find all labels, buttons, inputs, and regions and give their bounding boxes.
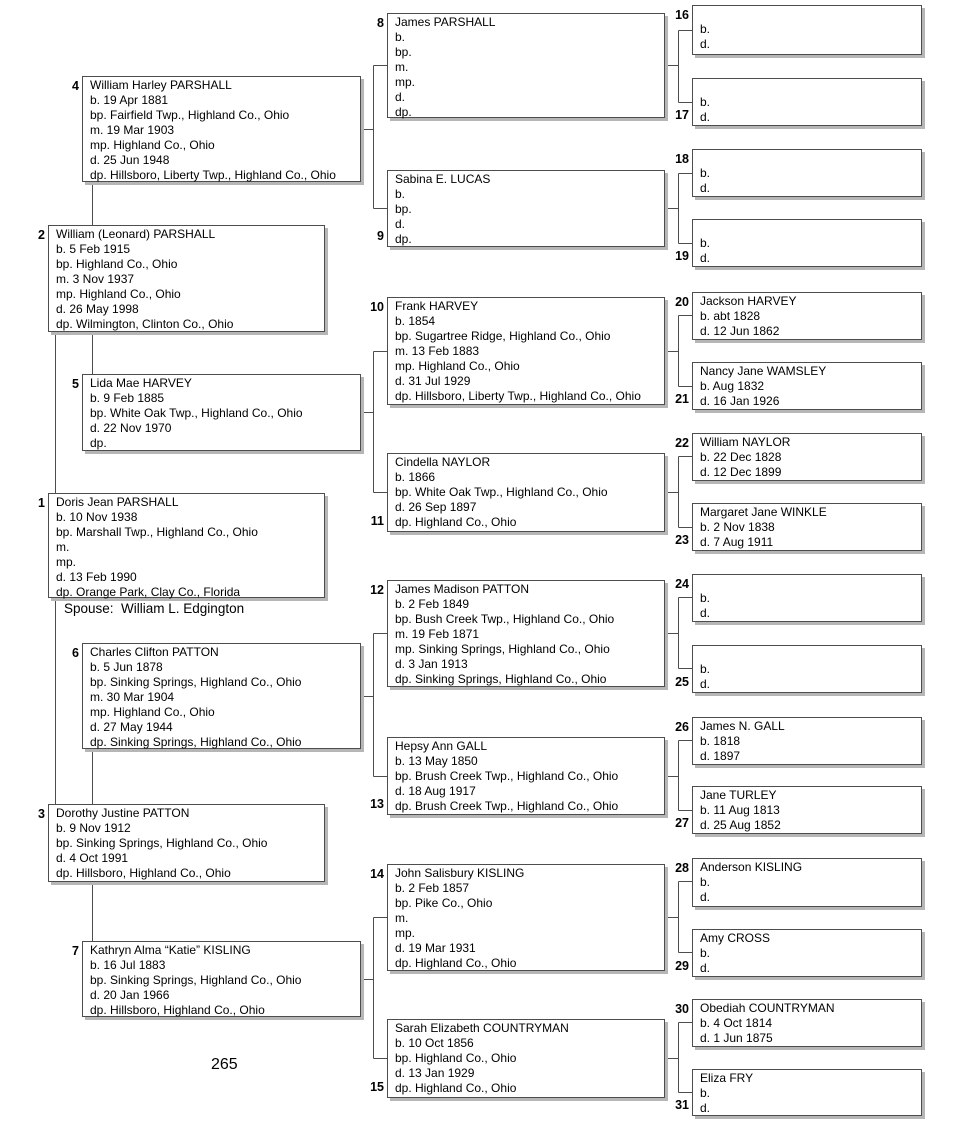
person-box-8: [377, 13, 665, 119]
person-detail-line: m.: [395, 911, 409, 925]
person-detail-line: [700, 80, 919, 95]
person-detail-line: m.: [395, 60, 409, 74]
person-detail-line: b. 10 Oct 1856: [395, 1036, 474, 1050]
person-29-number: 29: [675, 959, 689, 973]
person-detail-line: d.: [700, 110, 711, 124]
person-19-number: 19: [675, 249, 689, 263]
person-24-number: 24: [675, 577, 689, 591]
person-detail-line: dp. Sinking Springs, Highland Co., Ohio: [395, 672, 607, 686]
person-detail-line: Cindella NAYLOR: [395, 455, 491, 469]
person-26-number: 26: [675, 720, 689, 734]
person-21-details: [700, 364, 919, 409]
person-detail-line: d.: [395, 217, 406, 231]
person-detail-line: Lida Mae HARVEY: [90, 376, 192, 390]
person-detail-line: bp. Sinking Springs, Highland Co., Ohio: [56, 836, 268, 850]
person-detail-line: dp. Hillsboro, Highland Co., Ohio: [90, 1003, 265, 1017]
person-box-11: [370, 453, 665, 532]
person-detail-line: bp. Highland Co., Ohio: [56, 257, 178, 271]
person-detail-line: b.: [700, 236, 711, 250]
person-detail-line: Obediah COUNTRYMAN: [700, 1001, 835, 1015]
person-16-details: [700, 7, 919, 52]
person-box-27: [675, 786, 922, 834]
person-detail-line: b. Aug 1832: [700, 379, 765, 393]
person-22-number: 22: [675, 436, 689, 450]
person-box-28: [675, 858, 922, 907]
person-25-number: 25: [675, 675, 689, 689]
person-detail-line: bp. White Oak Twp., Highland Co., Ohio: [395, 485, 608, 499]
person-detail-line: William (Leonard) PARSHALL: [56, 227, 216, 241]
person-detail-line: dp. Hillsboro, Liberty Twp., Highland Co., Ohio: [395, 389, 641, 403]
person-14-number: 14: [370, 867, 384, 881]
person-14-details: [395, 866, 662, 971]
person-box-2: [38, 225, 325, 332]
person-detail-line: d. 19 Mar 1931: [395, 941, 476, 955]
person-detail-line: m.: [56, 540, 70, 554]
person-30-details: [700, 1001, 919, 1046]
person-detail-line: m. 19 Feb 1871: [395, 627, 480, 641]
person-detail-line: dp.: [90, 436, 107, 450]
person-box-10: [370, 297, 665, 405]
person-8-details: [395, 15, 662, 120]
person-detail-line: mp. Highland Co., Ohio: [395, 359, 520, 373]
person-detail-line: m. 13 Feb 1883: [395, 344, 480, 358]
person-1-details: [56, 495, 322, 600]
person-detail-line: d. 25 Jun 1948: [90, 153, 170, 167]
person-4-details: [90, 78, 358, 183]
person-detail-line: bp. Sugartree Ridge, Highland Co., Ohio: [395, 329, 611, 343]
person-detail-line: Margaret Jane WINKLE: [700, 505, 827, 519]
person-detail-line: [700, 7, 919, 22]
person-box-21: [675, 362, 922, 410]
person-detail-line: b.: [700, 95, 711, 109]
person-23-details: [700, 505, 919, 550]
person-31-number: 31: [675, 1098, 689, 1112]
person-detail-line: dp.: [395, 232, 412, 246]
person-30-number: 30: [675, 1002, 689, 1016]
person-12-details: [395, 582, 662, 687]
person-box-20: [675, 292, 922, 340]
person-detail-line: d.: [395, 90, 406, 104]
person-28-details: [700, 860, 919, 905]
person-detail-line: b.: [700, 946, 711, 960]
person-detail-line: b. 13 May 1850: [395, 754, 478, 768]
person-detail-line: d. 3 Jan 1913: [395, 657, 468, 671]
person-detail-line: b.: [395, 187, 406, 201]
person-22-details: [700, 435, 919, 480]
person-detail-line: d. 27 May 1944: [90, 720, 173, 734]
person-detail-line: dp. Orange Park, Clay Co., Florida: [56, 585, 241, 599]
person-13-details: [395, 739, 662, 814]
person-15-number: 15: [370, 1080, 384, 1094]
person-detail-line: dp. Wilmington, Clinton Co., Ohio: [56, 317, 234, 331]
person-3-details: [56, 806, 322, 881]
person-29-details: [700, 931, 919, 976]
person-detail-line: m. 3 Nov 1937: [56, 272, 135, 286]
person-4-number: 4: [72, 79, 79, 93]
person-10-number: 10: [370, 300, 384, 314]
person-detail-line: mp. Highland Co., Ohio: [90, 138, 215, 152]
person-detail-line: Amy CROSS: [700, 931, 771, 945]
person-7-number: 7: [72, 944, 79, 958]
person-detail-line: b. 22 Dec 1828: [700, 450, 782, 464]
person-detail-line: mp. Highland Co., Ohio: [56, 287, 181, 301]
person-box-31: [675, 1069, 922, 1116]
person-box-15: [370, 1019, 665, 1098]
person-detail-line: Nancy Jane WAMSLEY: [700, 364, 827, 378]
person-detail-line: Jane TURLEY: [700, 788, 777, 802]
person-13-number: 13: [370, 797, 384, 811]
person-box-3: [38, 804, 325, 882]
person-detail-line: d.: [700, 890, 711, 904]
person-detail-line: b. 2 Feb 1857: [395, 881, 470, 895]
person-12-number: 12: [370, 583, 384, 597]
person-detail-line: d. 18 Aug 1917: [395, 784, 476, 798]
person-detail-line: d. 22 Nov 1970: [90, 421, 172, 435]
person-detail-line: b.: [395, 30, 406, 44]
person-detail-line: d.: [700, 1101, 711, 1115]
person-7-details: [90, 943, 358, 1018]
person-detail-line: d.: [700, 961, 711, 975]
person-detail-line: b. 1854: [395, 314, 436, 328]
person-detail-line: b. 2 Feb 1849: [395, 597, 470, 611]
spouse-note: Spouse: William L. Edgington: [64, 601, 245, 616]
person-5-details: [90, 376, 358, 451]
person-box-22: [675, 433, 922, 481]
person-detail-line: bp. Bush Creek Twp., Highland Co., Ohio: [395, 612, 615, 626]
person-box-7: [72, 941, 361, 1017]
person-detail-line: mp.: [56, 555, 77, 569]
person-detail-line: Frank HARVEY: [395, 299, 479, 313]
person-detail-line: d.: [700, 677, 711, 691]
person-detail-line: d. 25 Aug 1852: [700, 818, 781, 832]
person-detail-line: [700, 221, 919, 236]
person-detail-line: d. 26 May 1998: [56, 302, 139, 316]
person-box-19: [675, 219, 922, 267]
person-detail-line: John Salisbury KISLING: [395, 866, 525, 880]
person-21-number: 21: [675, 392, 689, 406]
person-detail-line: b. 1866: [395, 470, 436, 484]
person-box-4: [72, 76, 361, 182]
person-detail-line: Charles Clifton PATTON: [90, 645, 219, 659]
person-6-details: [90, 645, 358, 750]
person-9-number: 9: [377, 229, 384, 243]
person-detail-line: bp. Pike Co., Ohio: [395, 896, 493, 910]
person-detail-line: Anderson KISLING: [700, 860, 803, 874]
person-detail-line: b.: [700, 166, 711, 180]
person-detail-line: b. 11 Aug 1813: [700, 803, 780, 817]
person-detail-line: d.: [700, 606, 711, 620]
person-box-14: [370, 864, 665, 971]
person-box-9: [377, 170, 665, 247]
person-detail-line: b.: [700, 1086, 711, 1100]
person-detail-line: b. 9 Feb 1885: [90, 391, 165, 405]
person-2-details: [56, 227, 322, 332]
person-detail-line: Hepsy Ann GALL: [395, 739, 488, 753]
person-detail-line: b. 9 Nov 1912: [56, 821, 131, 835]
person-detail-line: d. 1 Jun 1875: [700, 1031, 773, 1045]
person-detail-line: Sarah Elizabeth COUNTRYMAN: [395, 1021, 569, 1035]
person-detail-line: d.: [700, 37, 711, 51]
person-detail-line: b. 4 Oct 1814: [700, 1016, 773, 1030]
person-box-17: [675, 78, 922, 126]
person-8-number: 8: [377, 16, 384, 30]
person-detail-line: d.: [700, 181, 711, 195]
person-3-number: 3: [38, 807, 45, 821]
person-box-30: [675, 999, 922, 1047]
person-detail-line: bp.: [395, 202, 412, 216]
person-detail-line: bp. Fairfield Twp., Highland Co., Ohio: [90, 108, 290, 122]
person-detail-line: [700, 576, 919, 591]
person-detail-line: d. 16 Jan 1926: [700, 394, 780, 408]
person-27-details: [700, 788, 919, 833]
person-6-number: 6: [72, 646, 79, 660]
person-detail-line: b. abt 1828: [700, 309, 761, 323]
person-28-number: 28: [675, 861, 689, 875]
person-detail-line: bp. Brush Creek Twp., Highland Co., Ohio: [395, 769, 619, 783]
person-25-details: [700, 647, 919, 692]
person-detail-line: d. 12 Jun 1862: [700, 324, 780, 338]
person-detail-line: d. 26 Sep 1897: [395, 500, 477, 514]
person-detail-line: Doris Jean PARSHALL: [56, 495, 179, 509]
person-detail-line: b. 5 Jun 1878: [90, 660, 163, 674]
person-box-6: [72, 643, 361, 749]
person-box-12: [370, 580, 665, 687]
person-20-details: [700, 294, 919, 339]
person-box-26: [675, 717, 922, 765]
person-detail-line: d.: [700, 251, 711, 265]
person-detail-line: James Madison PATTON: [395, 582, 530, 596]
person-detail-line: b. 2 Nov 1838: [700, 520, 775, 534]
person-box-23: [675, 503, 922, 551]
person-box-18: [675, 149, 922, 197]
person-detail-line: m. 30 Mar 1904: [90, 690, 175, 704]
person-18-number: 18: [675, 152, 689, 166]
person-detail-line: William Harley PARSHALL: [90, 78, 232, 92]
person-detail-line: William NAYLOR: [700, 435, 791, 449]
person-detail-line: b.: [700, 591, 711, 605]
person-detail-line: Jackson HARVEY: [700, 294, 797, 308]
person-detail-line: mp.: [395, 75, 416, 89]
person-box-5: [72, 374, 361, 451]
person-10-details: [395, 299, 662, 404]
person-box-1: [38, 493, 325, 599]
person-19-details: [700, 221, 919, 266]
person-27-number: 27: [675, 816, 689, 830]
person-detail-line: mp. Sinking Springs, Highland Co., Ohio: [395, 642, 610, 656]
person-detail-line: bp.: [395, 45, 412, 59]
person-24-details: [700, 576, 919, 621]
person-detail-line: dp. Brush Creek Twp., Highland Co., Ohio: [395, 799, 619, 813]
person-detail-line: d. 4 Oct 1991: [56, 851, 129, 865]
person-11-number: 11: [370, 514, 384, 528]
person-detail-line: bp. Sinking Springs, Highland Co., Ohio: [90, 973, 302, 987]
person-detail-line: [700, 647, 919, 662]
person-detail-line: b.: [700, 875, 711, 889]
person-detail-line: d. 13 Feb 1990: [56, 570, 137, 584]
person-26-details: [700, 719, 919, 764]
person-detail-line: bp. Sinking Springs, Highland Co., Ohio: [90, 675, 302, 689]
person-detail-line: dp.: [395, 105, 412, 119]
person-detail-line: d. 7 Aug 1911: [700, 535, 774, 549]
person-5-number: 5: [72, 377, 79, 391]
person-detail-line: dp. Highland Co., Ohio: [395, 956, 517, 970]
person-detail-line: mp. Highland Co., Ohio: [90, 705, 215, 719]
person-detail-line: b.: [700, 662, 711, 676]
person-detail-line: Kathryn Alma “Katie” KISLING: [90, 943, 251, 957]
person-detail-line: bp. White Oak Twp., Highland Co., Ohio: [90, 406, 303, 420]
person-2-number: 2: [38, 228, 45, 242]
person-detail-line: [700, 151, 919, 166]
person-detail-line: b. 5 Feb 1915: [56, 242, 131, 256]
person-detail-line: d. 1897: [700, 749, 741, 763]
person-detail-line: d. 20 Jan 1966: [90, 988, 170, 1002]
person-9-details: [395, 172, 662, 247]
person-detail-line: bp. Marshall Twp., Highland Co., Ohio: [56, 525, 258, 539]
person-detail-line: bp. Highland Co., Ohio: [395, 1051, 517, 1065]
person-detail-line: b. 10 Nov 1938: [56, 510, 138, 524]
person-17-number: 17: [675, 108, 689, 122]
person-detail-line: James PARSHALL: [395, 15, 496, 29]
person-detail-line: dp. Highland Co., Ohio: [395, 1081, 517, 1095]
person-detail-line: b. 19 Apr 1881: [90, 93, 169, 107]
person-detail-line: d. 31 Jul 1929: [395, 374, 471, 388]
person-box-16: [675, 5, 922, 55]
person-detail-line: d. 12 Dec 1899: [700, 465, 782, 479]
person-20-number: 20: [675, 295, 689, 309]
person-detail-line: dp. Hillsboro, Liberty Twp., Highland Co., Ohio: [90, 168, 336, 182]
person-detail-line: mp.: [395, 926, 416, 940]
person-box-13: [370, 737, 665, 815]
person-15-details: [395, 1021, 662, 1096]
person-detail-line: b. 16 Jul 1883: [90, 958, 166, 972]
person-17-details: [700, 80, 919, 125]
person-box-25: [675, 645, 922, 693]
person-detail-line: dp. Sinking Springs, Highland Co., Ohio: [90, 735, 302, 749]
person-box-24: [675, 574, 922, 622]
person-detail-line: dp. Highland Co., Ohio: [395, 515, 517, 529]
person-1-number: 1: [38, 496, 45, 510]
person-detail-line: m. 19 Mar 1903: [90, 123, 175, 137]
person-detail-line: b.: [700, 22, 711, 36]
page-number: 265: [211, 1056, 238, 1073]
person-detail-line: dp. Hillsboro, Highland Co., Ohio: [56, 866, 231, 880]
person-18-details: [700, 151, 919, 196]
person-detail-line: Sabina E. LUCAS: [395, 172, 491, 186]
person-detail-line: Eliza FRY: [700, 1071, 754, 1085]
person-detail-line: b. 1818: [700, 734, 741, 748]
person-box-29: [675, 929, 922, 977]
person-16-number: 16: [675, 8, 689, 22]
person-11-details: [395, 455, 662, 530]
person-detail-line: James N. GALL: [700, 719, 785, 733]
person-detail-line: d. 13 Jan 1929: [395, 1066, 475, 1080]
person-31-details: [700, 1071, 919, 1116]
person-detail-line: Dorothy Justine PATTON: [56, 806, 190, 820]
person-23-number: 23: [675, 533, 689, 547]
